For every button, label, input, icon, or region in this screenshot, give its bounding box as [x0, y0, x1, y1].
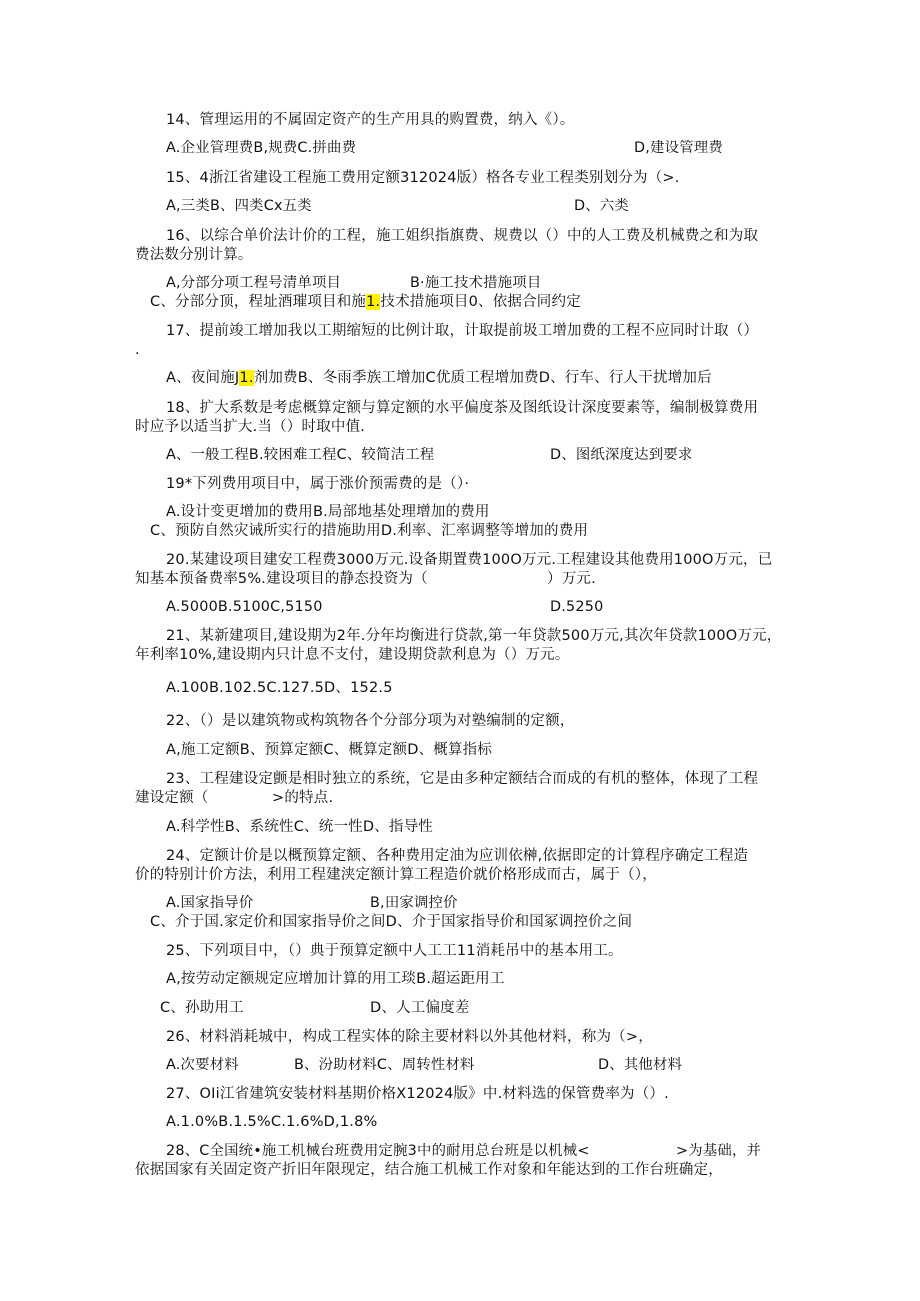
q16-option-b: B·施工技术措施项目	[410, 275, 542, 291]
q22-stem: 22、（）是以建筑物或构筑物各个分部分项为对塾编制的定额，	[166, 713, 575, 729]
q14-stem: 14、管理运用的不属固定资产的生产用具的购置费，纳入《）。	[166, 112, 575, 128]
q16-options-cd	[150, 292, 581, 312]
q17-stem-line2: .	[135, 342, 140, 358]
q28-stem-line1-a: 28、C全国统•施工机械台班费用定腕3中的耐用总台班是以机械<	[166, 1143, 590, 1159]
q26-option-bc: B、汾助材料C、周转性材料	[294, 1057, 475, 1073]
q28-stem-line1	[166, 1141, 866, 1161]
q19-stem: 19*下列费用项目中，属于涨价预需费的是（）·	[166, 476, 470, 492]
q27-options: A.1.0%B.1.5%C.1.6%D,1.8%	[166, 1114, 378, 1130]
q26-option-a: A.次要材料	[166, 1057, 239, 1073]
q24-options-ab	[166, 893, 866, 913]
q24-stem-line2: 价的特别计价方法，利用工程建浃定额计算工程造价就价格形成而古，属于（），	[135, 867, 657, 883]
q17-option-post: 剂加费B、冬雨季族工增加C优质工程增加费D、行车、行人干扰增加后	[253, 370, 712, 386]
q23-stem-line2-b: >的特点.	[272, 790, 334, 806]
q15-options	[166, 196, 866, 216]
q16-option-a: A,分部分项工程号清单项目	[166, 275, 342, 291]
q26-option-d: D、其他材料	[598, 1057, 683, 1073]
q20-stem-line2	[135, 569, 835, 589]
q18-stem-line2: 时应予以适当扩大.当（）时取中值.	[135, 419, 366, 435]
q25-option-c: C、孙助用工	[160, 1000, 244, 1016]
q15-option-d: D、六类	[574, 198, 629, 214]
q24-option-b: B,田家调控价	[370, 895, 458, 911]
q20-stem-line2-a: 知基本预备费率5%.建设项目的静态投资为（	[135, 571, 428, 587]
q20-stem-line1: 20.某建设项目建安工程费3000万元.设备期置费100O万元.工程建设其他费用100O万元，已	[166, 552, 773, 568]
q16-options-ab	[166, 273, 866, 293]
q24-stem-line1: 24、定额计价是以概预算定额、各种费用定油为应训依榊,依据即定的计算程序确定工程造	[166, 848, 749, 864]
q25-stem: 25、下列项目中，（）典于预算定额中人工工11消耗吊中的基本用工。	[166, 943, 623, 959]
q17-stem-line1: 17、提前竣工增加我以工期缩短的比例计取，计取提前圾工增加费的工程不应同时计取（）	[166, 323, 759, 339]
q15-stem: 15、4浙江省建设工程施工费用定额312024版）格各专业工程类别划分为（>.	[166, 170, 680, 186]
q25-option-d: D、人工偏度差	[370, 1000, 470, 1016]
q28-stem-line1-b: >为基础，并	[676, 1143, 762, 1159]
q18-option-abc: A、一般工程B.较困难工程C、较简洁工程	[166, 447, 435, 463]
q20-option-d: D.5250	[550, 599, 604, 615]
q21-stem-line1: 21、某新建项目,建设期为2年.分年均衡进行贷款,第一年贷款500万元,其次年贷款100O万元，	[166, 628, 782, 644]
q27-stem: 27、OIi江省建筑安装材料基期价格X12024版》中.材料选的保管费率为（）.	[166, 1086, 669, 1102]
q18-stem-line1: 18、扩大系数是考虑概算定额与算定额的水平偏度茶及图纸设计深度要素等，编制极算费用	[166, 400, 759, 416]
q18-options	[166, 445, 866, 465]
q23-options: A.科学性B、系统性C、统一性D、指导性	[166, 819, 434, 835]
q16-option-c-pre: C、分部分顶，程址酒璀项目和施	[150, 294, 367, 310]
q17-option-pre: A、夜间施J	[166, 370, 240, 386]
q17-options	[166, 368, 712, 388]
q23-stem-line2-a: 建设定额（	[135, 790, 209, 806]
q14-options	[166, 138, 866, 158]
q25-options-cd	[160, 998, 860, 1018]
q26-stem: 26、材料消耗城中，构成工程实体的除主要材料以外其他材料，称为（>，	[166, 1029, 653, 1045]
q23-stem-line1: 23、工程建设定颤是相时独立的系统，它是由多种定额结合而成的有机的整体，体现了工程	[166, 771, 759, 787]
q26-options	[166, 1055, 866, 1075]
q14-option-abc: A.企业管理费B,规费C.拼曲费	[166, 140, 357, 156]
q20-stem-line2-b: ）万元.	[547, 571, 596, 587]
q24-options-cd: C、介于国.家定价和国家指导价之间D、介于国家指导价和国冢调控价之间	[150, 914, 633, 930]
q22-options: A,施工定额B、预算定额C、概算定额D、概算指标	[166, 742, 493, 758]
q20-option-abc: A.5000B.5100C,5150	[166, 599, 323, 615]
q23-stem-line2	[135, 788, 835, 808]
q25-options-ab: A,按劳动定额规定应增加计算的用工琰B.超运距用工	[166, 971, 505, 987]
q19-options-ab: A.设计变更增加的费用B.局部地基处理增加的费用	[166, 504, 490, 520]
q28-stem-line2: 依据国家有关固定资产折旧年限现定，结合施工机械工作对象和年能达到的工作台班确定，	[135, 1162, 723, 1178]
q16-option-c-post: 技术措施项目0、依据合同约定	[380, 294, 581, 310]
q21-options: A.100B.102.5C.127.5D、152.5	[166, 680, 393, 696]
q18-option-d: D、图纸深度达到要求	[550, 447, 693, 463]
q15-option-abc: A,三类B、四类Cx五类	[166, 198, 312, 214]
q16-stem-line1: 16、以综合单价法计价的工程，施工姐织指旗费、规费以（）中的人工费及机械费之和为取	[166, 228, 759, 244]
q24-option-a: A.国家指导价	[166, 895, 254, 911]
highlight-mark: 1.	[366, 294, 381, 310]
q21-stem-line2: 年利率10%,建设期内只计息不支付，建设期贷款利息为（）万元。	[135, 647, 570, 663]
q20-options	[166, 597, 866, 617]
q19-options-cd: C、预防自然灾诫所实行的措施助用D.利率、汇率调整等增加的费用	[150, 523, 589, 539]
q14-option-d: D,建设管理费	[634, 140, 723, 156]
q16-stem-line2: 费法数分别计算。	[135, 247, 253, 263]
highlight-mark: 1.	[239, 370, 254, 386]
